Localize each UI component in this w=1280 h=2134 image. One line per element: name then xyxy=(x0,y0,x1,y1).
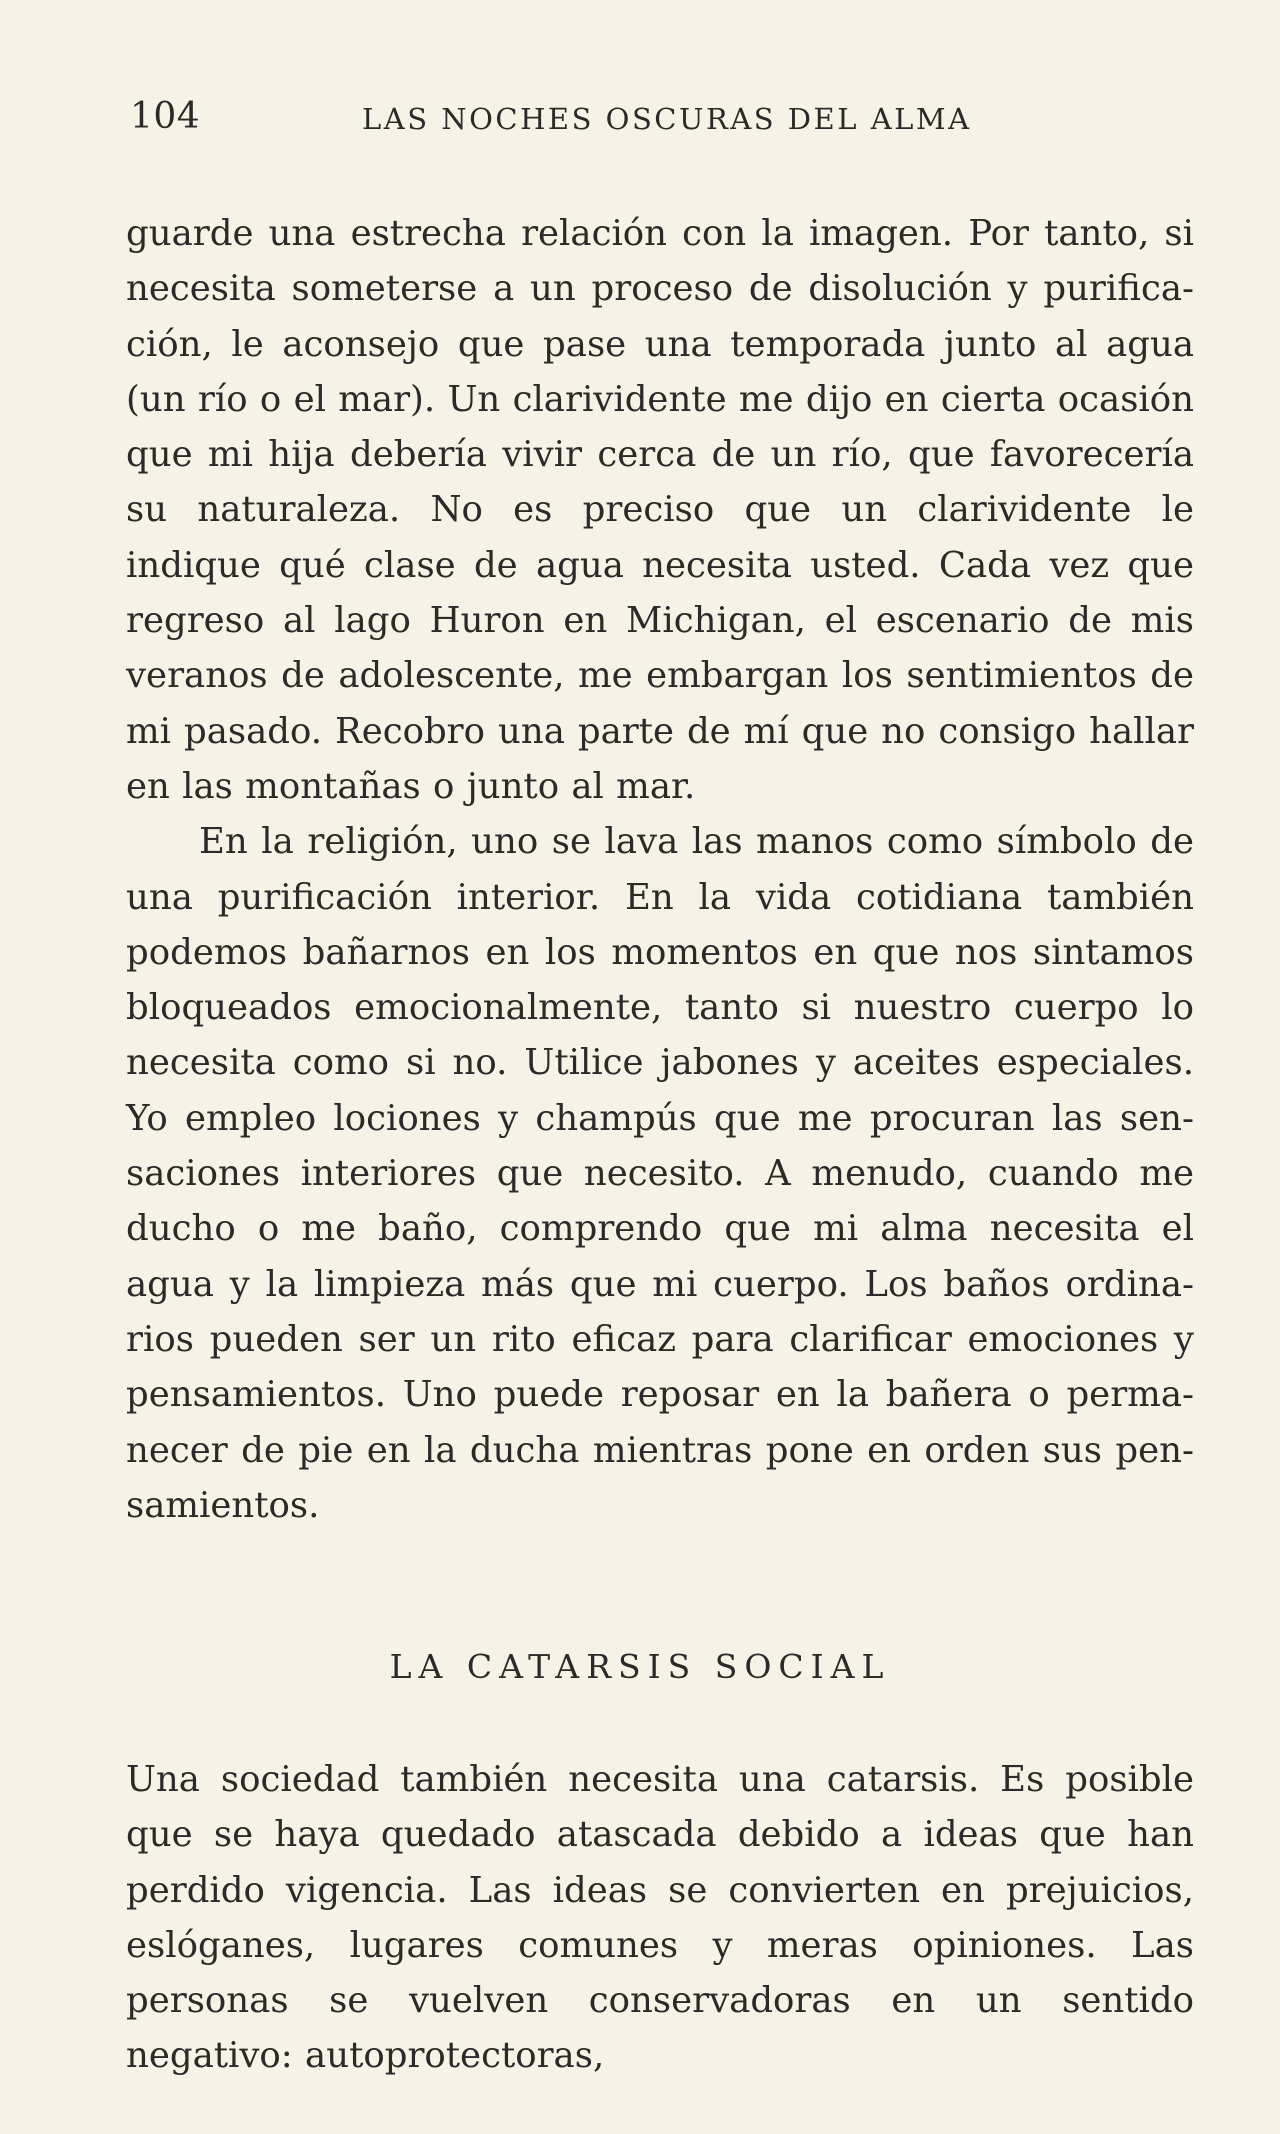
paragraph-water: guarde una estrecha relación con la imagen. Por tanto, si necesita someterse a un proceso de disolución y purificación, le aconsejo que pase una temporada junto al agua (un río o el mar). Un clarividente me dijo en cierta ocasión que mi hija debería vivir cerca de un río, que favorecería su naturaleza. No es preciso que un clarividente le indique qué clase de agua necesita usted. Cada vez que regreso al lago Huron en Michigan, el escenario de mis veranos de adolescente, me embargan los sentimientos de mi pasado. Recobro una parte de mí que no consigo hallar en las montañas o junto al mar. xyxy=(126,213,1194,807)
section-heading: LA CATARSIS SOCIAL xyxy=(389,1647,891,1686)
page-number: 104 xyxy=(130,96,201,137)
body-text-top xyxy=(126,206,1194,1533)
body-text-section xyxy=(126,1752,1194,2084)
running-head xyxy=(130,92,1190,142)
paragraph-social-catharsis: Una sociedad también necesita una catarsis. Es posible que se haya quedado atascada debido a ideas que han perdido vigencia. Las ideas se convierten en prejuicios, eslóganes, lugares comunes y meras opiniones. Las personas se vuelven conservadoras en un sentido negativo: autoprotectoras, xyxy=(126,1759,1194,2077)
paragraph-washing: En la religión, uno se lava las manos como símbolo de una purificación interior. En la vida cotidiana también podemos bañarnos en los momentos en que nos sintamos bloqueados emocionalmente, tanto si nuestro cuerpo lo necesita como si no. Utilice jabones y aceites especiales. Yo empleo lociones y champús que me procuran las sensaciones interiores que necesito. A menudo, cuando me ducho o me baño, comprendo que mi alma necesita el agua y la limpieza más que mi cuerpo. Los baños ordinarios pueden ser un rito eficaz para clarificar emociones y pensamientos. Uno puede reposar en la bañera o permanecer de pie en la ducha mientras pone en orden sus pensamientos. xyxy=(126,821,1194,1526)
running-title: LAS NOCHES OSCURAS DEL ALMA xyxy=(362,102,972,136)
